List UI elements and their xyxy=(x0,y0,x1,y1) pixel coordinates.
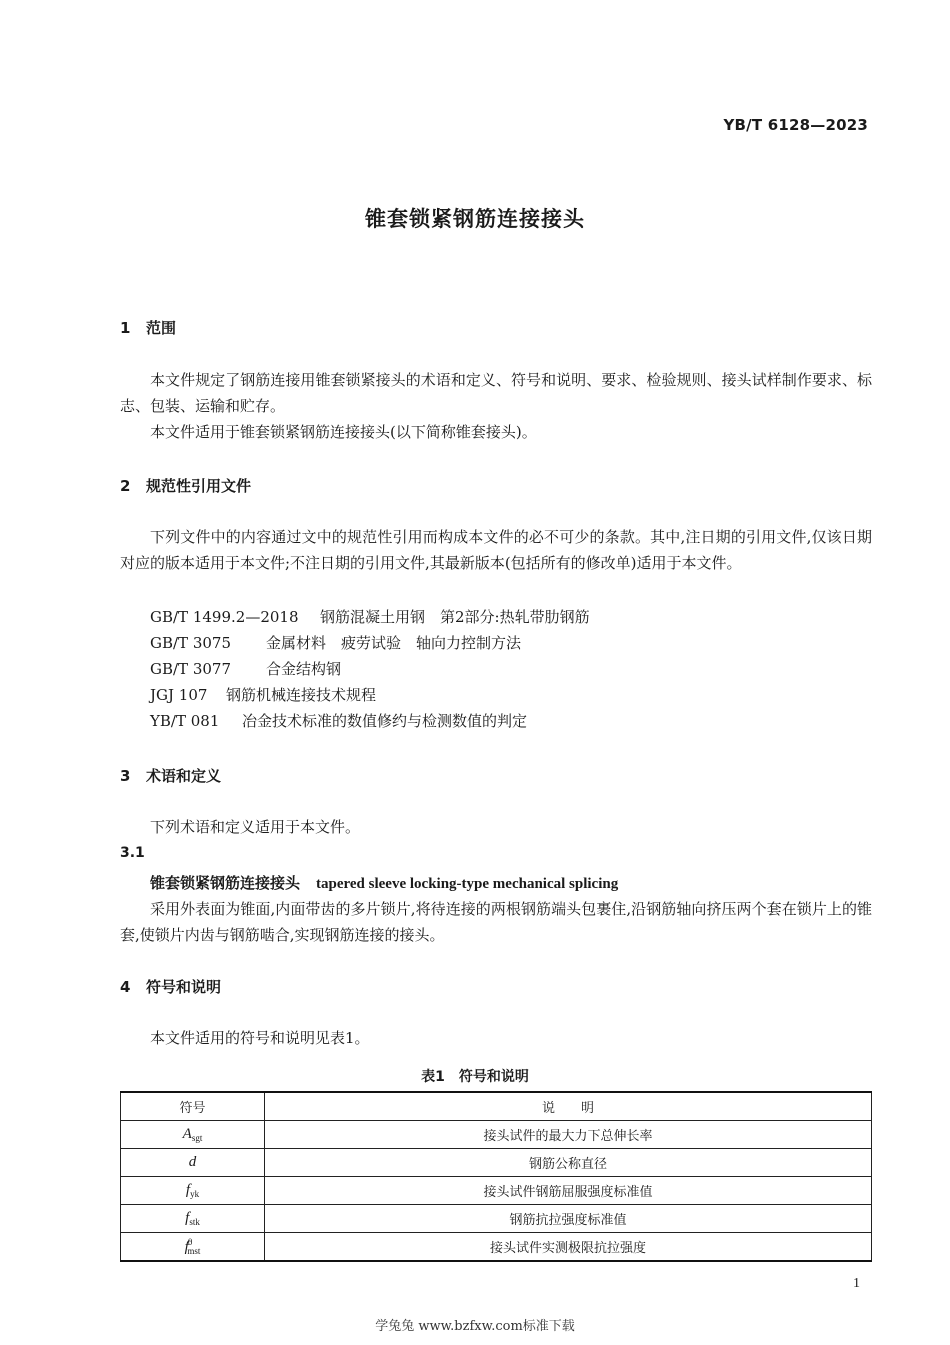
symbol-letter: f xyxy=(185,1182,191,1198)
table-header-row xyxy=(121,1092,872,1121)
reference-title: 冶金技术标准的数值修约与检测数值的判定 xyxy=(242,712,528,730)
symbol-letter: f xyxy=(185,1210,190,1226)
table-row xyxy=(121,1121,872,1149)
column-header-description: 说 明 xyxy=(265,1092,872,1121)
reference-item xyxy=(150,682,376,708)
reference-title: 钢筋机械连接技术规程 xyxy=(226,686,377,704)
section-1-heading xyxy=(120,317,176,338)
section-title: 符号和说明 xyxy=(146,978,222,996)
symbol-cell xyxy=(121,1121,265,1149)
symbol-subscript: sgt xyxy=(191,1133,203,1143)
reference-code: GB/T 3075 xyxy=(150,634,232,652)
section-4-heading xyxy=(120,976,221,997)
section-title: 规范性引用文件 xyxy=(146,477,252,495)
table-row xyxy=(121,1149,872,1177)
reference-item xyxy=(150,630,521,656)
standard-code: YB/T 6128—2023 xyxy=(723,116,868,134)
reference-item xyxy=(150,604,590,630)
term-name-cn: 锥套锁紧钢筋连接接头 xyxy=(150,874,301,892)
description-cell: 钢筋抗拉强度标准值 xyxy=(265,1205,872,1233)
term-number: 3.1 xyxy=(120,845,145,861)
reference-code: YB/T 081 xyxy=(150,712,220,730)
symbol-subscript: yk xyxy=(190,1189,200,1199)
table-row xyxy=(121,1205,872,1233)
footer-watermark: 学兔兔 www.bzfxw.com标准下载 xyxy=(375,1319,575,1334)
description-cell: 钢筋公称直径 xyxy=(265,1149,872,1177)
reference-title: 钢筋混凝土用钢 第2部分:热轧带肋钢筋 xyxy=(320,608,590,626)
table-row xyxy=(121,1177,872,1205)
section-3-heading xyxy=(120,765,221,786)
description-cell: 接头试件钢筋屈服强度标准值 xyxy=(265,1177,872,1205)
section-number: 3 xyxy=(120,767,131,785)
symbol-superscript: 0 xyxy=(187,1237,193,1247)
symbol-cell xyxy=(121,1149,265,1177)
section-3-intro: 下列术语和定义适用于本文件。 xyxy=(150,818,361,836)
reference-item xyxy=(150,656,341,682)
section-number: 2 xyxy=(120,477,131,495)
column-header-symbol: 符号 xyxy=(121,1092,265,1121)
section-2-heading xyxy=(120,475,251,496)
section-4-intro: 本文件适用的符号和说明见表1。 xyxy=(150,1029,370,1047)
table-row xyxy=(121,1233,872,1262)
document-title: 锥套锁紧钢筋连接接头 xyxy=(365,207,585,231)
reference-title: 合金结构钢 xyxy=(266,660,342,678)
symbol-subscript: mst xyxy=(187,1246,201,1256)
section-1-paragraph: 本文件适用于锥套锁紧钢筋连接接头(以下简称锥套接头)。 xyxy=(150,423,537,441)
section-2-intro: 下列文件中的内容通过文中的规范性引用而构成本文件的必不可少的条款。其中,注日期的引用文件,仅该日期对应的版本适用于本文件;不注日期的引用文件,其最新版本(包括所有的修改单)适用于本文件。 xyxy=(120,528,872,572)
symbol-letter: d xyxy=(188,1154,197,1170)
description-cell: 接头试件的最大力下总伸长率 xyxy=(265,1121,872,1149)
symbol-cell xyxy=(121,1205,265,1233)
symbol-cell xyxy=(121,1177,265,1205)
symbol-subscript: stk xyxy=(189,1217,200,1227)
term-name-en: tapered sleeve locking-type mechanical splicing xyxy=(316,876,619,892)
symbols-table xyxy=(120,1091,872,1262)
section-title: 术语和定义 xyxy=(146,767,222,785)
section-1-paragraph: 本文件规定了钢筋连接用锥套锁紧接头的术语和定义、符号和说明、要求、检验规则、接头试样制作要求、标志、包装、运输和贮存。 xyxy=(120,371,872,415)
symbol-cell xyxy=(121,1233,265,1262)
reference-item xyxy=(150,708,527,734)
term-definition: 采用外表面为锥面,内面带齿的多片锁片,将待连接的两根钢筋端头包裹住,沿钢筋轴向挤压两个套在锁片上的锥套,使锁片内齿与钢筋啮合,实现钢筋连接的接头。 xyxy=(120,900,872,944)
reference-title: 金属材料 疲劳试验 轴向力控制方法 xyxy=(266,634,522,652)
section-number: 1 xyxy=(120,319,131,337)
symbol-letter: f xyxy=(184,1239,189,1255)
reference-code: JGJ 107 xyxy=(150,686,208,704)
section-number: 4 xyxy=(120,978,131,996)
term-heading xyxy=(150,872,618,893)
table-title: 表1 符号和说明 xyxy=(421,1069,529,1085)
symbol-letter: A xyxy=(182,1126,192,1142)
description-cell: 接头试件实测极限抗拉强度 xyxy=(265,1233,872,1262)
reference-code: GB/T 1499.2—2018 xyxy=(150,608,299,626)
reference-code: GB/T 3077 xyxy=(150,660,232,678)
page-number: 1 xyxy=(853,1276,860,1291)
section-title: 范围 xyxy=(146,319,177,337)
